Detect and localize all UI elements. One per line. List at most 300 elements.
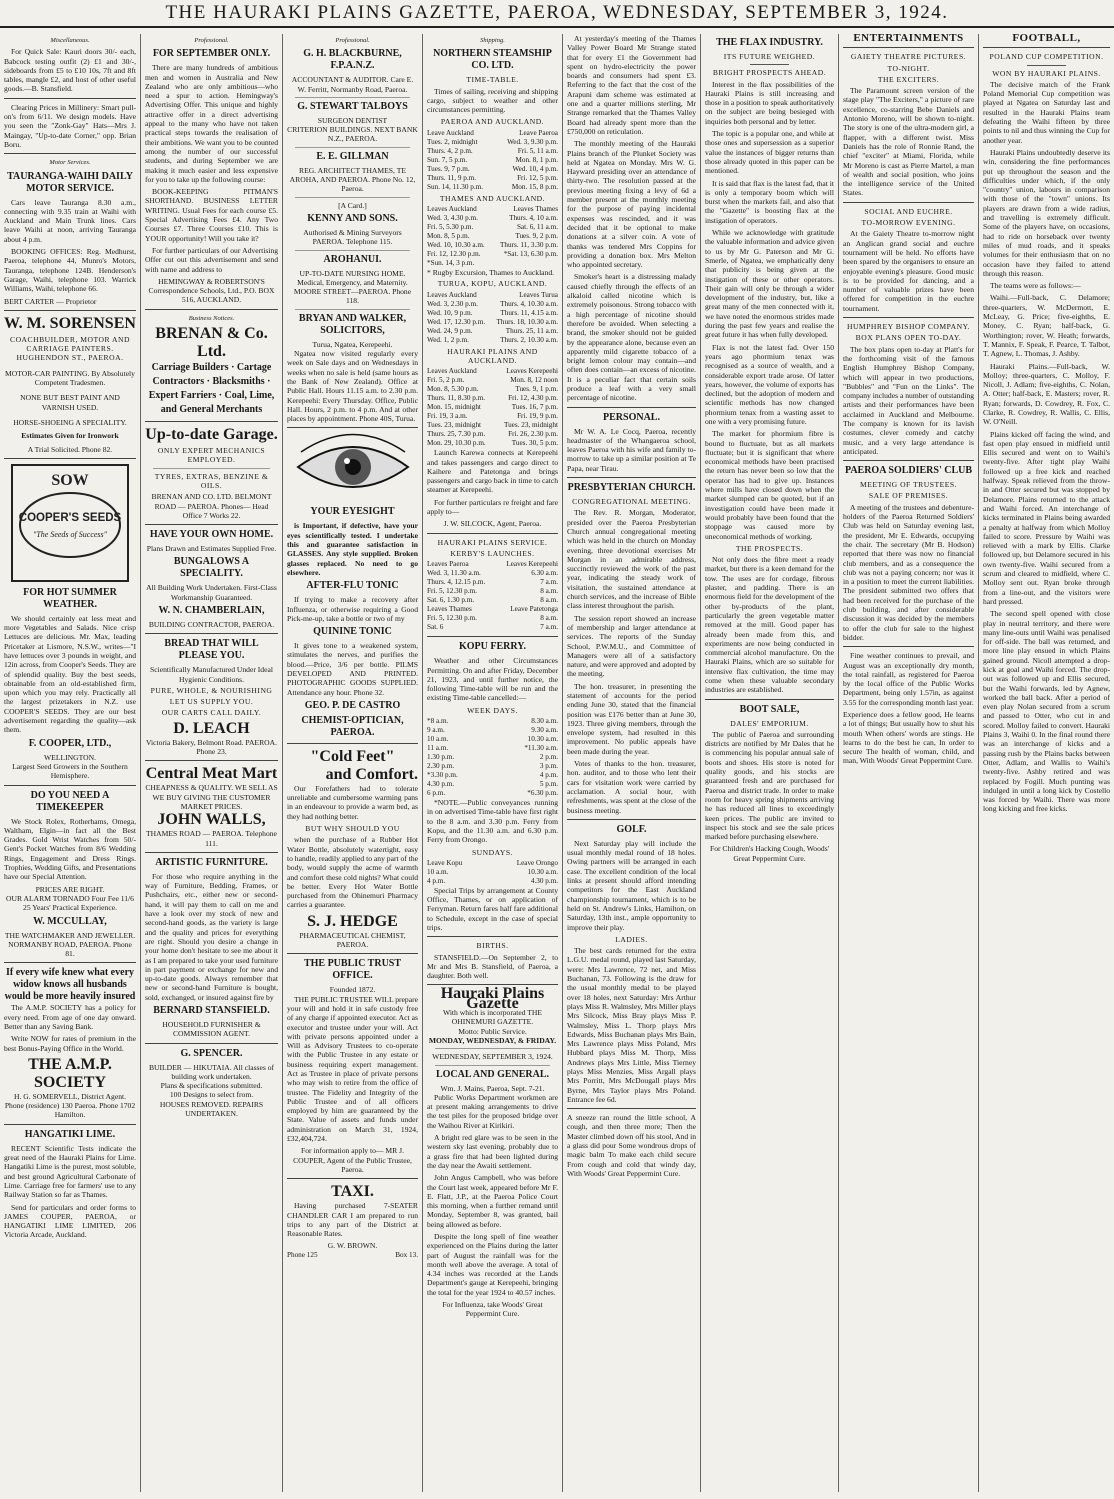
- tyres: TYRES, EXTRAS, BENZINE & OILS.: [154, 471, 269, 490]
- timetable-row: [427, 877, 558, 886]
- column-2: [140, 34, 282, 1492]
- personal-text: Mr W. A. Le Cocq, Paeroa, recently headmaster of the Whangaeroa school, leaves Paeroa with his wife and family to-morrow to take up a similar position at Te Papa, near Tirau.: [567, 426, 696, 473]
- timetable-cell: Leaves Auckland: [427, 290, 477, 299]
- congregational: CONGREGATIONAL MEETING.: [572, 497, 691, 507]
- john-walls: JOHN WALLS,: [157, 811, 266, 829]
- bread-heading: BREAD THAT WILL PLEASE YOU.: [164, 638, 259, 662]
- normanby-road: NORMANBY ROAD, PAEROA. Phone 81.: [8, 939, 132, 959]
- eyesight-text: is Important, if defective, have your eyes scientifically tested. I undertake this and guarantee satisfaction in GLASSES. Any style supplied. Broken glasses replaced. No need to go elsewhere.: [287, 521, 418, 577]
- timetable-cell: Wed. 24, 9 p.m.: [427, 326, 473, 335]
- timetable-row: [427, 214, 558, 223]
- millinery-ad: Clearing Prices in Millinery: Smart pull-on's from 6/11. We design models. Have you seen the "Zonk-Gay" Hats—Mrs J. Maingay, "Up-to-date Corner," opp. Brian Boru.: [4, 102, 136, 149]
- timetable-cell: Fri. 5, 12.30 p.m.: [427, 587, 477, 596]
- timetable-cell: 4 p.m.: [427, 876, 446, 885]
- trustees: MEETING OF TRUSTEES.: [860, 480, 957, 490]
- hot-summer-text: We should certainly eat less meat and more Vegetables and Salads. Nice crisp Lettuces are delicious. Mr. Max, leading Pricetaker at Lismore, N.S.W., writes—"I have lettuces over 3 pounds in weight, and 12in across, from Cooper's Seeds. They are of splendid quality. Buy the best seeds, obtainable from an old-established firm, upon which you may rely. Practically all the largest prizetakers in N.Z. use COOPER'S SEEDS. They are our best advertisement regarding the quality—ask them.: [4, 613, 136, 735]
- september-text: There are many hundreds of ambitious men and women in Australia and New Zealand who are only ambitious—who need a spur to action. Hemingway's Advertising Offer. This unique and highly attractive offer in a direct advertising appeal to the many who have not taken practical steps towards the realisation of their ambitions. We want you to be counted among the number of our successful students, and during September we are making it much easier and less expensive for you to take up the following course:: [145, 63, 278, 184]
- timetable-cell: *Sun. 14, 3 p.m.: [427, 259, 475, 268]
- nss-heading: NORTHERN STEAMSHIP CO. LTD.: [433, 48, 552, 72]
- sundays: SUNDAYS.: [471, 847, 514, 857]
- excursion-note: * Rugby Excursion, Thames to Auckland.: [427, 268, 555, 278]
- local-heading: LOCAL AND GENERAL.: [435, 1068, 550, 1080]
- timetable-row: [427, 587, 558, 596]
- flax-p3: It is said that flax is the latest fad, that it is only a temporary boom which will burst when the markets fail, and also that the "Gazette" is boosting flax at the instigation of operators.: [705, 178, 834, 225]
- won-by: WON BY HAURAKI PLAINS.: [992, 68, 1101, 78]
- timetable-cell: 9.30 a.m.: [531, 726, 558, 735]
- leach-sub: Victoria Bakery, Belmont Road. PAEROA. Phone 23.: [145, 737, 277, 757]
- boot-text: The public of Paeroa and surrounding districts are notified by Mr Dales that he is commencing his popular annual sale of boots and shoes. His store is noted for quality goods, and his stocks are guaranteed fresh and are purchased for Paeroa and district trade. In order to make room for heavy spring shipments arriving he has reduced all lines to exceedingly keen prices. The public are invited to inspect his stock and see the sale prices marked before purchasing elsewhere.: [705, 729, 834, 842]
- flax-sub2: BRIGHT PROSPECTS AHEAD.: [712, 68, 827, 78]
- timetable-cell: Mon. 15, midnight: [427, 403, 481, 412]
- bread-sub: Scientifically Manufactured Under Ideal Hygienic Conditions.: [150, 665, 273, 684]
- timetable-row: [427, 147, 558, 156]
- timetable-row: [427, 385, 558, 394]
- bryan-walker: BRYAN AND WALKER, SOLICITORS,: [298, 312, 407, 336]
- timetable-cell: Fri. 19, 3 a.m.: [427, 412, 468, 421]
- timetable-cell: Thurs. 4, 10.30 a.m.: [500, 299, 558, 308]
- taxi-text: Having purchased 7-SEATER CHANDLER CAR I am prepared to run trips to any part of the District at Reasonable Rates.: [287, 1201, 418, 1239]
- timetable-note: Times of sailing, receiving and shipping cargo, subject to weather and other circumstances permitting.: [427, 86, 558, 115]
- talboys: G. STEWART TALBOYS: [297, 100, 408, 112]
- timetable-cell: Thurs. 2, 10.30 a.m.: [500, 335, 558, 344]
- timetable-cell: 10 a.m.: [427, 867, 449, 876]
- amp-phone: Phone (residence) 130 Paeroa. Phone 1702 Hamilton.: [4, 1101, 136, 1120]
- boot-sale: BOOT SALE,: [739, 703, 800, 715]
- timetable-row: [427, 394, 558, 403]
- wife-headline: If every wife knew what every widow knows all husbands would be more heavily insured: [4, 967, 136, 1003]
- timetable-row: [427, 300, 558, 309]
- leach: D. LEACH: [173, 719, 250, 737]
- blackburne-sub: ACCOUNTANT & AUDITOR. Care E. W. Ferritt, Normanby Road, Paeroa.: [291, 75, 414, 94]
- timekeeper-heading: DO YOU NEED A TIMEKEEPER: [30, 789, 110, 813]
- largest-growers: Largest Seed Growers in the Southern Hemisphere.: [12, 761, 128, 781]
- quinine: QUININE TONIC: [313, 626, 392, 638]
- stansfield: BERNARD STANSFIELD.: [153, 1005, 270, 1016]
- timetable-cell: Leaves Thames: [427, 605, 472, 614]
- kopu-heading: KOPU FERRY.: [458, 641, 527, 653]
- section-label: Motor Services.: [49, 159, 91, 167]
- sorensen-sub: COACHBUILDER, MOTOR AND CARRIAGE PAINTERS. HUGHENDON ST., PAEROA.: [10, 334, 130, 363]
- timetable-cell: 9 a.m.: [427, 726, 445, 735]
- artistic-text: For those who require anything in the way of Furniture, Bedding, Frames, or Pushchairs, etc., either new or second-hand, it will pay them to call on me and have a look over my stock of new and second-hand goods, as the variety is large and the quality and prices for everything are right. Should you desire a change in your home don't hesitate to see me about it as I am prepared to take your used furniture in part payment or exchange for new and up-to-date goods. Always remember that new or second-hand Furniture is bought, sold, exchanged, or insured against fire by: [145, 871, 278, 1002]
- hot-summer-heading: FOR HOT SUMMER WEATHER.: [23, 586, 117, 610]
- sow-text: SOW: [51, 471, 89, 489]
- timetable-cell: Leaves Thames: [513, 205, 558, 214]
- trial: A Trial Solicited. Phone 82.: [27, 444, 113, 454]
- timetable-row: [427, 259, 558, 268]
- pure: PURE, WHOLE, & NOURISHING: [150, 685, 273, 695]
- karewa: Launch Karewa connects at Kerepeehi and takes passengers and cargo direct to Kaihere and Patetonga and brings passengers and cargo back in time to catch steamer at Kerepeehi.: [427, 448, 558, 495]
- children-cough: For Children's Hacking Cough, Woods' Great Peppermint Cure.: [709, 844, 830, 863]
- timetable-cell: Mon. 15, 8 p.m.: [511, 182, 558, 191]
- presbyterian-heading: PRESBYTERIAN CHURCH.: [567, 482, 696, 494]
- home-heading: HAVE YOUR OWN HOME.: [149, 529, 274, 541]
- meeting-p1: At yesterday's meeting of the Thames Valley Power Board Mr Strange stated that for every £1 the Government had spent on hydro-electricity the power boards and consumers had spent £3. Referring to the fact that the cost of the Arapuni dam scheme was estimated at one and a quarter millions sterling, Mr Strange remarked that the Thames Valley Board had already spent more than the £750,000 on reticulation.: [567, 34, 696, 136]
- amp-society: THE A.M.P. SOCIETY: [28, 1055, 112, 1091]
- timetable-cell: 2.30 p.m.: [427, 762, 455, 771]
- timetable-cell: Thurs. 4, 10 a.m.: [509, 214, 558, 223]
- bungalows-sub: All Building Work Undertaken. First-Class Workmanship Guaranteed.: [146, 583, 277, 602]
- influenza: For Influenza, take Woods' Great Peppermint Cure.: [442, 1300, 543, 1319]
- years-experience: 25 Years' Practical Experience.: [23, 903, 117, 913]
- somervell: H. G. SOMERVELL, District Agent.: [13, 1091, 127, 1101]
- timetable-cell: Wed. 3, 2.30 p.m.: [427, 299, 478, 308]
- timetable-row: [427, 412, 558, 421]
- gillman: E. E. GILLMAN: [316, 150, 389, 162]
- presby-p4: Votes of thanks to the hon. treasurer, hon. auditor, and to those who lent their cars for visitation work were carried by acclamation. A social hour, with refreshments, was spent at the close of the business meeting.: [567, 759, 696, 815]
- arohanui-sub: UP-TO-DATE NURSING HOME. Medical, Emergency, and Maternity. MOORE STREET—PAEROA. Phone 118.: [293, 268, 412, 306]
- none-but: NONE BUT BEST PAINT AND VARNISH USED.: [20, 393, 120, 412]
- september-heading: FOR SEPTEMBER ONLY.: [152, 48, 271, 60]
- meat-sub: CHEAPNESS & QUALITY. WE SELL AS WE BUY GIVING THE CUSTOMER MARKET PRICES.: [145, 783, 278, 811]
- timetable-cell: Thurs. 11, 9 p.m.: [427, 173, 477, 182]
- timetable-row: [427, 762, 558, 771]
- timetable-row: [427, 241, 558, 250]
- amp-text: The A.M.P. SOCIETY has a policy for every need. From age of one day onward. Better than any Saving Bank.: [4, 1003, 136, 1031]
- timetable-cell: Wed. 1, 2 p.m.: [427, 335, 469, 344]
- personal-heading: PERSONAL.: [603, 411, 660, 423]
- golf-text: Next Saturday play will include the usual monthly medal round of 18 holes. Owing partners will be arranged in each case. The excellent condition of the local links at present should afford intending competitors for the East Auckland championship tournament, which is to be held on St. Andrew's Links, Hamilton, on Saturday, 13th inst., ample opportunity to improve their play.: [567, 838, 696, 932]
- timetable-cell: Sat. 6, 1.30 p.m.: [427, 596, 475, 605]
- timetable-row: [427, 376, 558, 385]
- timetable-row: [427, 596, 558, 605]
- timetable-cell: 10.30 a.m.: [527, 867, 558, 876]
- timetable-row: [427, 735, 558, 744]
- timetable-cell: Leaves Paeroa: [427, 560, 469, 569]
- designs: 100 Designs to select from.: [169, 1090, 254, 1100]
- timetable-cell: *6.30 p.m.: [527, 789, 558, 798]
- timetable-cell: Leave Patetonga: [510, 605, 558, 614]
- timetable-cell: Thurs. 11, 4.15 a.m.: [500, 308, 558, 317]
- timetable-cell: 10.30 a.m.: [527, 735, 558, 744]
- timetable-cell: 8 a.m.: [540, 596, 558, 605]
- timetable-cell: Tues. 16, 7 p.m.: [511, 403, 558, 412]
- timetable-cell: Thurs. 25, 11 a.m.: [505, 326, 558, 335]
- kopu-note: *NOTE.—Public conveyances running in on advertised Time-table have first right to the 8 a.m. and 3.30 p.m. Ferry from Kopu, and the 11.30 a.m. and 6.30 p.m. Ferry from Orongo.: [427, 798, 558, 845]
- experience-verse: Experience does a fellow good, He learns a lot of things; But usually how to shut his mouth When others' words are stings. He learns to do the best he can, In order to secure The health of woman, child, and man, With Woods' Great Peppermint Cure.: [843, 710, 974, 766]
- timetable-cell: Mon. 8, 12 noon: [510, 376, 558, 385]
- timetable-cell: Leave Paeroa: [519, 128, 558, 137]
- timetable-cell: Mon. 8, 5 p.m.: [427, 232, 470, 241]
- brenan-heading: BRENAN & Co. Ltd.: [155, 325, 268, 361]
- publication-days: MONDAY, WEDNESDAY, & FRIDAY.: [428, 1035, 557, 1045]
- timetable-cell: 6.30 a.m.: [531, 569, 558, 578]
- section-label: Professional.: [194, 37, 229, 44]
- timetable-cell: Wed. 17, 12.30 p.m.: [427, 317, 486, 326]
- timetable-cell: Tues. 9, 1 p.m.: [515, 385, 558, 394]
- timetable-cell: Wed. 3, 9.30 p.m.: [507, 137, 558, 146]
- local-p2: A bright red glare was to be seen in the western sky last evening, probably due to a grass fire that had been lighted during the day near the Awaiti settlement.: [427, 1133, 558, 1170]
- presby-p2: The session report showed an increase of membership and larger attendance at services. The reports of the Sunday School, P.W.M.U., and Committee of Managers were all of a satisfactory nature, and were approved and adopted by the meeting.: [567, 613, 696, 679]
- sundays-table: [427, 859, 558, 886]
- plans: Plans & specifications submitted.: [160, 1081, 263, 1091]
- cold-feet: "Cold Feet": [310, 747, 395, 765]
- timetable-row: [427, 726, 558, 735]
- tauranga-heading: TAURANGA-WAIHI DAILY MOTOR SERVICE.: [7, 170, 133, 194]
- mccullay: W. MCCULLAY,: [33, 915, 107, 927]
- flax-p5: Flax is not the latest fad. Over 150 years ago phormium tenax was recognised as a source of wealth, and a considerable export trade arose. Of latter years, however, the volume of exports has declined, but the adoption of modern and scientific methods has now changed phormium tenax from a wasting asset to one with a very promising future.: [705, 342, 834, 426]
- gazette-sub: With which is incorporated THE OHINEMURI GAZETTE.: [442, 1008, 543, 1027]
- timetable-cell: Wed. 3, 11.30 a.m.: [427, 569, 481, 578]
- phone-125: Phone 125: [287, 1250, 318, 1259]
- timetable-cell: 4.30 p.m.: [427, 780, 455, 789]
- timetable-cell: Leaves Turua: [519, 290, 558, 299]
- entertainments-heading: ENTERTAINMENTS: [853, 34, 964, 44]
- thames-auckland-table: [427, 205, 558, 268]
- timetable-cell: Leaves Auckland: [427, 367, 477, 376]
- timetable-row: [427, 327, 558, 336]
- timetable-row: [427, 744, 558, 753]
- further: For further particulars re freight and fare apply to—: [427, 497, 558, 517]
- tonic-heading: AFTER-FLU TONIC: [306, 580, 399, 592]
- bryan-text: Ngatea now visited regularly every week on Sale days and on Wednesdays in weeks when no sale is held (same hours as the Bank of New Zealand). Office at Public Hall. Hours 11.15 a.m. to 2.30 p.m. Kerepeehi: Every Thursday. Office, Public Hall. Hours, 2 p.m. to 4 p.m. And at other places by appointment. Phone 40S, Turua.: [287, 349, 418, 424]
- section-label: Professional.: [335, 37, 370, 44]
- write-now: Write NOW for rates of premium in the best Bonus-Paying Office in the World.: [4, 1034, 136, 1053]
- timetable-cell: Fri. 12, 4.30 p.m.: [508, 394, 558, 403]
- boot-sub: DALES' EMPORIUM.: [730, 718, 809, 728]
- timetable-cell: Thurs. 4, 12.15 p.m.: [427, 578, 486, 587]
- timetable-cell: 3 p.m.: [539, 762, 558, 771]
- prospects-text: Not only does the fibre meet a ready market, but there is a keen demand for the tow. The uses are for cordage, fibrous plaster, and padding. There is an enormous field for the development of the other by-products of the plant, particularly the green vegetable matter removed at the mill. Good paper has already been made from this, and experiments are now being conducted in commercial alcohol manufacture. On the Hauraki Plains, which are so suitable for intensive flax cultivation, the time may come when these valuable secondary industries are established.: [705, 555, 834, 695]
- timetable-row: [427, 439, 558, 448]
- exciters-text: The Paramount screen version of the stage play "The Exciters," a picture of rare excellence, co-starring Bebe Daniels and Antonio Moreno, will be shown to-night. The story is one of the ultra-modern girl, a flapper, with a different twist. Miss Daniels has the role of Ronnie Rand, the chief "exciter" at Miami, Florida, while Mr Moreno is cast as Pierre Martel, a man of wealth and social position, who joins the intelligence service of the United States.: [843, 86, 974, 198]
- timetable-row: [427, 578, 558, 587]
- timetable-row: [427, 403, 558, 412]
- let-us-supply: LET US SUPPLY YOU.: [169, 697, 254, 707]
- timetable-row: [427, 183, 558, 192]
- kerby: KERBY'S LAUNCHES.: [450, 548, 535, 558]
- timetable-row: [427, 309, 558, 318]
- masthead: THE HAURAKI PLAINS GAZETTE, PAEROA, WEDNESDAY, SEPTEMBER 3, 1924.: [0, 0, 1114, 28]
- meeting-p2: The monthly meeting of the Hauraki Plains branch of the Plunket Society was held at Ngatea on Monday. Mrs W. G. Hayward presiding over an attendance of thirty-two. The resolution passed at the previous meeting fixing a levy of 6d a member present at the monthly meeting for the purpose of paying incidental expenses was rescinded, and it was decided that it be optional to make donations at a silver coin. A vote of thanks was tendered Mrs Coppins for providing a donation box. Mrs Melton who appointed secretary.: [567, 139, 696, 270]
- births-heading: BIRTHS.: [476, 941, 509, 951]
- timetable-row: [427, 138, 558, 147]
- timetable-row: [427, 753, 558, 762]
- gillman-sub: REG. ARCHITECT THAMES, TE AROHA, AND PAEROA. Phone No. 12, Paeroa.: [289, 165, 416, 194]
- paeroa-auckland-table: [427, 129, 558, 192]
- timetable-row: [427, 771, 558, 780]
- hemingway: HEMINGWAY & ROBERTSON'S Correspondence Schools, Ltd., P.O. BOX 516, AUCKLAND.: [148, 276, 275, 305]
- spencer-sub: BUILDER — HIKUTAIA. All classes of building work undertaken.: [148, 1062, 275, 1081]
- eyesight-heading: YOUR EYESIGHT: [310, 506, 395, 518]
- bishop-heading: HUMPHREY BISHOP COMPANY.: [846, 322, 971, 332]
- lime-heading: HANGATIKI LIME.: [24, 1128, 116, 1140]
- timetable-cell: Thurs. 11, 8.30 p.m.: [427, 394, 486, 403]
- comfort: and Comfort.: [325, 765, 418, 783]
- timetable-row: [427, 250, 558, 259]
- brenan-address: BRENAN AND CO. LTD. BELMONT ROAD — PAEROA. Phones— Head Office 7 Works 22.: [151, 492, 272, 520]
- timetable-cell: 7 a.m.: [540, 578, 558, 587]
- timetable-row: [427, 789, 558, 798]
- meat-mart: Central Meat Mart: [145, 765, 278, 783]
- eye-illustration: [293, 432, 413, 502]
- chamberlain: W. N. CHAMBERLAIN,: [158, 604, 265, 616]
- soldiers-club: PAEROA SOLDIERS' CLUB: [844, 465, 973, 477]
- timetable-cell: *11.30 a.m.: [524, 744, 558, 753]
- ladies: LADIES.: [615, 934, 648, 944]
- timetable-row: [427, 223, 558, 232]
- silcock: J. W. SILCOCK, Agent, Paeroa.: [443, 519, 542, 529]
- brown: G. W. BROWN.: [327, 1241, 378, 1251]
- trust-text: THE PUBLIC TRUSTEE WILL prepare your will and hold it in safe custody free of any charge if appointed executor. Act as executor and trustee under your will. Act with private persons appointed under a Will as Advisory Trustees to co-operate with the Public Trustee in any estate or business requiring expert management. Act as Trustee in place of private persons who may wish to retire from the office of trustee. The Fidelity and Integrity of the Public Trustee and of all officers employed by him are guaranteed by the State. Value of assets and funds under administration on March 31, 1924, £32,404,724.: [287, 994, 418, 1144]
- timetable-cell: Sun. 7, 5 p.m.: [427, 155, 468, 164]
- football-p2: Hauraki Plains undoubtedly deserve its win, considering the fine performances put up throughout the season and the difficulties under which, if the only "country" union, labours in comparison with those of the "town" unions. Its players are drawn from a wide radius, and travelling is extremely difficult. Some of the players have, on occasions, had to ride on horseback over twenty miles of mud roads, and it speaks volumes for their enthusiasm that on no occasion have they failed to attend through this reason.: [983, 147, 1110, 278]
- timetable-row: [427, 569, 558, 578]
- timetable-cell: Fri. 5, 2 p.m.: [427, 376, 465, 385]
- section-label: Business Notices.: [188, 314, 235, 322]
- timetable-cell: 4.30 p.m.: [530, 876, 558, 885]
- timetable-row: [427, 780, 558, 789]
- timetable-cell: Leave Orongo: [516, 858, 558, 867]
- turua: TURUA, KOPU, AUCKLAND.: [437, 279, 548, 289]
- timetable-cell: 6 p.m.: [427, 789, 446, 798]
- kerby-table: [427, 560, 558, 632]
- local-p1: Public Works Department workmen are at present making arrangements to drive the test piles for the proposed bridge over the Waihou River at Kirikiri.: [427, 1092, 558, 1130]
- timetable-cell: 8.30 a.m.: [531, 717, 558, 726]
- timetable-cell: Tues. 9, 7 p.m.: [427, 164, 470, 173]
- column-6: [700, 34, 838, 1492]
- timetable-cell: Leave Kopu: [427, 858, 463, 867]
- timetable-cell: Thurs. 4, 2 p.m.: [427, 146, 473, 155]
- timetable-row: [427, 318, 558, 327]
- week-days: WEEK DAYS.: [467, 705, 518, 715]
- timetable-row: [427, 859, 558, 868]
- timetable-cell: 5 p.m.: [539, 780, 558, 789]
- but-why-text: when the purchase of a Rubber Hot Water Bottle, absolutely watertight, easy to handle, readily applied to any part of the body, would supply the acme of warmth and comfort these cold nights? What could be better. Every Hot Water Bottle purchased from the Ohinemuri Pharmacy carries a guarantee.: [287, 835, 418, 910]
- seeds-success-text: "The Seeds of Success": [32, 529, 108, 539]
- flax-p1: Interest in the flax possibilities of the Hauraki Plains is still increasing and those in a position to speak authoritatively on the subject are being besieged with inquiries both personal and by letter.: [705, 79, 834, 126]
- column-5: [562, 34, 700, 1492]
- spencer: G. SPENCER.: [180, 1047, 243, 1059]
- timetable-cell: Wed. 10, 4 p.m.: [512, 164, 558, 173]
- births-text: STANSFIELD.—On September 2, to Mr and Mrs B. Stansfield, of Paeroa, a daughter. Both well.: [427, 952, 558, 981]
- football-p1: The decisive match of the Frank Poland Memorial Cup competition was played at Ngatea on Saturday last and resulted in the Hauraki Plains team defeating the Waihi fifteen by three points to nil and thus winning the Cup for another year.: [983, 79, 1110, 145]
- timetable-cell: 1.30 p.m.: [427, 753, 455, 762]
- coopers-text: COOPER'S SEEDS: [18, 511, 122, 524]
- football-p3: Plains kicked off facing the wind, and fast open play ensued in midfield until Ellis secured and went on to Waihi's twenty-five. After tight play Waihi followed up a free kick and reached halfway. Speak relieved from the throw-in and Otter secured but was stopped by Delamore. Plains returned to the attack and Waihi forced. An interchange of kicks terminated in Plains being awarded a penalty at halfway from which Molloy failed to score. Pressure by Waihi was relieved with a mark by Ellis. Clarke followed up, but Delamore secured in his own twenty-five. Waihi secured from a scrum and cleared to midfield, where C. Molloy sent out. Ryan broke through from a line-out, and the visitors were hard pressed.: [983, 429, 1110, 606]
- timetable-row: [427, 336, 558, 345]
- alarm-tornado: OUR ALARM TORNADO Four Fee 11/6: [6, 893, 134, 903]
- section-label: Miscellaneous.: [50, 37, 90, 44]
- trust-sub: Founded 1872.: [329, 985, 376, 995]
- tomorrow: TO-MORROW EVENING.: [861, 218, 956, 228]
- timetable-cell: Tues. 30, 5 p.m.: [511, 439, 558, 448]
- lime-text: RECENT Scientific Tests indicate the great need of the Hauraki Plains for Lime. Hangatiki Lime is the purest, most soluble, and best ground Agricultural Carbonate of Lime. Carriage free for farmers' use to any Railway Station so far as Thames.: [4, 1143, 136, 1200]
- timetable-cell: Tues. 9, 2 p.m.: [515, 232, 558, 241]
- box-plans: BOX PLANS OPEN TO-DAY.: [855, 333, 962, 343]
- criterion: CRITERION BUILDINGS. NEXT BANK N.Z., PAEROA.: [287, 125, 418, 144]
- blackburne: G. H. BLACKBURNE, F.P.A.N.Z.: [303, 48, 402, 72]
- timetable-cell: Leave Auckland: [427, 128, 474, 137]
- trust-info: For information apply to— MR J. COUPER, Agent of the Public Trustee, Paeroa.: [293, 1146, 412, 1174]
- timetable-cell: 7 a.m.: [540, 623, 558, 632]
- hedge-sub: PHARMACEUTICAL CHEMIST, PAEROA.: [299, 930, 406, 950]
- timetable-cell: *Sat. 13, 6.30 p.m.: [503, 250, 558, 259]
- timetable-cell: *8 a.m.: [427, 717, 449, 726]
- artistic-heading: ARTISTIC FURNITURE.: [155, 856, 268, 868]
- timetable-cell: Leaves Kerepeehi: [506, 367, 558, 376]
- timetable-cell: Leaves Auckland: [427, 205, 477, 214]
- smoker: Smoker's heart is a distressing malady caused chiefly through the effects of an alkaloid called nicotine which is extremely poisonous. Strong tobacco with a high percentage of nicotine should therefore be avoided. When selecting a brand, the smoker should not be guided by the appearance alone, because even an apparently mild cigarette tobacco of a bright lemon colour may contain—and often does contain—an excess of nicotine. It is a peculiar fact that certain soils produce a leaf with a very small percentage of nicotine.: [567, 272, 696, 403]
- sorensen-heading: W. M. SORENSEN: [4, 314, 136, 332]
- flax-p6: The market for phormium fibre is bound to fluctuate, but as all markets fluctuate; but it is significant that where economical methods have been practised the return has never been so low that the operator has had to give up. Instances where mills have closed down when the market slumped can be quoted, but if an investigation could have been made it would probably have been found that the stoppage was caused more by uneconomical methods of working.: [705, 429, 834, 541]
- timetable-cell: Tues. 2, midnight: [427, 137, 478, 146]
- timetable-cell: Thurs. 11, 3.30 p.m.: [499, 241, 558, 250]
- kopu-text: Weather and other Circumstances Permitting. On and after Friday, December 21, 1923, and until further notice, the following Time-table will be run and the existing Time-table cancelled:—: [427, 656, 558, 703]
- issue-date: WEDNESDAY, SEPTEMBER 3, 1924.: [432, 1052, 553, 1062]
- hp-service: HAURAKI PLAINS SERVICE.: [437, 537, 548, 547]
- tonic-text: If trying to make a recovery after Influenza, or otherwise requiring a Good Pick-me-up, take a bottle or two of my: [287, 595, 418, 623]
- box-13: Box 13.: [395, 1250, 418, 1259]
- special-trips: Special Trips by arrangement at County Office, Thames, or on application of Ferryman. Return fares half fare additional to Schedule, except in the case of special trips.: [427, 885, 558, 932]
- timetable-cell: Mon. 8, 5.30 p.m.: [427, 385, 479, 394]
- section-label: Shipping.: [480, 37, 505, 44]
- timetable-cell: Tues. 23, midnight: [427, 421, 482, 430]
- timetable-cell: Mon. 8, 1 p.m.: [515, 155, 558, 164]
- presby-p1: The Rev. R. Morgan, Moderator, presided over the Paeroa Presbyterian Church annual congregational meeting which was held in the church on Monday evening, three devotional exercises Mr Morgan in an admirable address, succinctly reviewed the work of the past year, indicating the steady work of visitation, the sustained attendance at church services, and the increase of Bible class interest throughout the parish.: [567, 508, 696, 611]
- castro-sub: CHEMIST-OPTICIAN, PAEROA.: [301, 714, 404, 738]
- football-p4: The second spell opened with close play in neutral territory, and there were many line-outs until Waihi was penalised for off-side. The ball was returned, and more line play ensued in which Plains gained ground. Nicoll attempted a drop-kick at goal and Waihi forced. The drop-out was followed up and Ellis secured, but the Waihi forwards, led by Agnew, worked the ball back. After a period of even play Nolan secured from a scrum and passed to Otter, who cut in and scored. Molloy failed to convert. Hauraki Plains 3, Waihi 0. In the final round there was an interchange of kicks and a passing rush by the Plains backs between Otter, Adlam, and Wallis to Waihi's twenty-five. Ashby retired and was replaced by Fogill. Much punting was indulged in until a long kick by Costello was forced by Waihi. There was more long kicking and free kicks.: [983, 609, 1110, 814]
- quinine-text: It gives tone to a weakened system, stimulates the nerves, and purifies the blood.—Price, 3/6 per bottle. PILMS DEVELOPED AND PRINTED. PHOTOGRAPHIC GOODS SUPPLIED. Attendance any hour. Phone 32.: [287, 641, 418, 697]
- timetable-row: [427, 868, 558, 877]
- houses-removed: HOUSES REMOVED. REPAIRS UNDERTAKEN.: [159, 1099, 264, 1119]
- flax-p2: The topic is a popular one, and while at those ones and supersession as a superior value the instances of bigger returns than those already quoted in this paper can be mentioned.: [705, 129, 834, 176]
- column-4: [422, 34, 562, 1492]
- cold-text: Our Forefathers had to tolerate unreliable and cumbersome warming pans in an endeavour to provide a warm bed, as they had nothing better.: [287, 783, 418, 821]
- estimates: Estimates Given for Ironwork: [21, 431, 119, 441]
- horse-shoeing: HORSE-SHOEING A SPECIALITY.: [13, 417, 127, 427]
- timetable-cell: Thurs. 25, 7.30 p.m.: [427, 430, 486, 439]
- week-days-table: [427, 717, 558, 798]
- presby-p3: The hon. treasurer, in presenting the statement of accounts for the period ending June 30, stated that the financial position was £176 better than at June 30, 1923. Three giving members, through the envelope system, had resulted in this improvement. No public appeals have been made during the year.: [567, 681, 696, 756]
- talboys-sub: SURGEON DENTIST: [317, 115, 388, 125]
- flax-heading: THE FLAX INDUSTRY.: [716, 37, 823, 48]
- column-7: [838, 34, 978, 1492]
- thames-auckland: THAMES AND AUCKLAND.: [439, 193, 546, 203]
- column-1: [0, 34, 140, 1492]
- waihi-team: Waihi.—Full-back, C. Delamore; three-quarters, W. McDermott, E. McLeay, G. Price; five-eighths, E. Money, C. Ryan; half-back, G. Worthington; rover, W. Heath; forwards, T. Mannix, F. Speak, F. Pearce, T. Talbot, T. Agnew, L. Thomas, J. Ashby.: [983, 293, 1110, 359]
- chamberlain-sub: BUILDING CONTRACTOR, PAEROA.: [148, 619, 275, 629]
- prices-right: PRICES ARE RIGHT.: [35, 884, 105, 894]
- coopers-seeds-logo: [10, 463, 130, 583]
- timetable-row: [427, 560, 558, 569]
- kenny-sub: Authorised & Mining Surveyors PAEROA. Telephone 115.: [303, 227, 402, 247]
- kenny: KENNY AND SONS.: [307, 212, 398, 224]
- motorcar-painting: MOTOR-CAR PAINTING. By Absolutely Competent Tradesmen.: [5, 368, 135, 388]
- timetable-cell: Mon. 29, 10.30 p.m.: [427, 439, 486, 448]
- poland-cup: POLAND CUP COMPETITION.: [989, 52, 1104, 62]
- column-8: [978, 34, 1114, 1492]
- timetable-cell: Thurs. 18, 10.30 a.m.: [496, 317, 558, 326]
- motto: Motto: Public Service.: [458, 1026, 527, 1036]
- social-text: At the Gaiety Theatre to-morrow night an Anglican grand social and euchre tournament will be held. No efforts have been spared by the organisers to ensure an enjoyable evening's pleasure. Good music is to be provided for dancing, and a number of valuable prizes have been offered for competition in the euchre tournament.: [843, 229, 974, 313]
- gaiety: GAIETY THEATRE PICTURES.: [850, 52, 967, 62]
- timetable-cell: Sat. 6: [427, 623, 444, 632]
- particulars: For further particulars of our Advertising Offer cut out this advertisement and send with name and address to: [145, 245, 278, 274]
- timetable-cell: 8 a.m.: [540, 587, 558, 596]
- trust-heading: THE PUBLIC TRUST OFFICE.: [303, 958, 402, 982]
- sneeze-verse: A sneeze ran round the little school, A cough, and then three more; Then the Master climbed down off his stool, And in a glass did pour Some wondrous drops of magic balm To make each child secure From cough and cold that windy day, With Woods' Great Peppermint Cure.: [567, 1113, 696, 1178]
- soldiers-text: A meeting of the trustees and debenture-holders of the Paeroa Returned Soldiers' Club was held on Saturday evening last, the president, Mr E. Edwards, occupying the chair. The secretary (Mr B. Hodson) reported that there was now no financial club members, and as a consequence the club was not a paying concern; nor was it in a position to meet the current liabilities. The president submitted two offers that had been received for the purchase of the club building, and after considerable discussion it was decided by the members to offer the club for sale to the highest bidder.: [843, 502, 974, 642]
- card: [A Card.]: [338, 200, 367, 210]
- gazette-title: Hauraki Plains Gazette: [440, 985, 545, 1012]
- flax-p4: While we acknowledge with gratitude the valuable information and advice given to us by Mr G. Paterson and Mr G. Smerle, of Ngatea, we emphatically deny that publicity is being given at the instigation of these or other operators. Their gain will only be through a wider development of the industry, but, like a great many of the men connected with it, we have noted the enormous strides made during the past few years and realise the great future it has when fully developed.: [705, 228, 834, 340]
- local-text: Wm. J. Mains, Paeroa, Sept. 7-21.: [440, 1083, 545, 1093]
- timetable-cell: Fri. 12, 5 p.m.: [517, 173, 558, 182]
- timetable-row: [427, 717, 558, 726]
- wellington: WELLINGTON.: [44, 752, 96, 762]
- hedge: S. J. HEDGE: [307, 912, 398, 930]
